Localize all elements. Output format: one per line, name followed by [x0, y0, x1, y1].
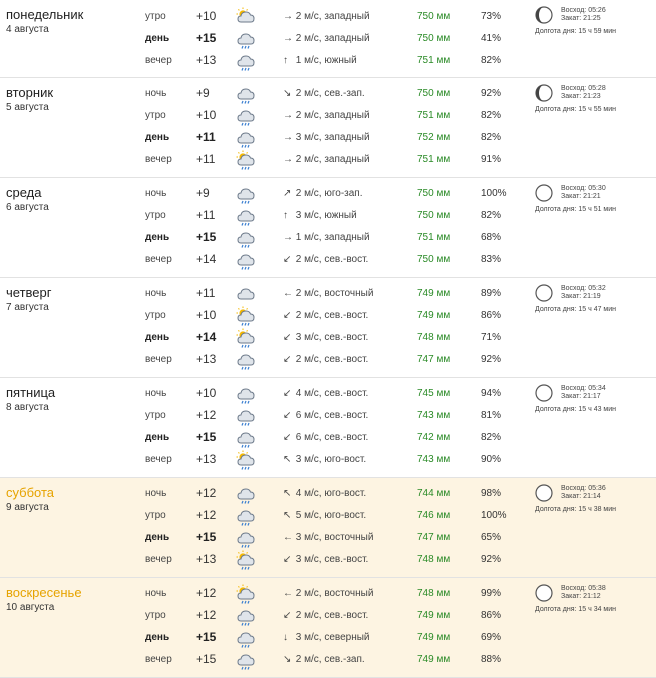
temperature: +12 [196, 508, 217, 522]
wind-text: 2 м/с, сев.-вост. [295, 310, 369, 321]
pressure: 751 мм [417, 55, 451, 66]
day-date: 8 августа [6, 402, 49, 413]
temperature: +11 [196, 286, 216, 300]
sunset-time: Закат: 21:14 [561, 493, 601, 500]
wind-text: 1 м/с, западный [295, 232, 370, 243]
wind-text: 2 м/с, сев.-зап. [295, 654, 365, 665]
humidity: 82% [481, 132, 502, 143]
pressure: 747 мм [417, 354, 451, 365]
day-block [0, 478, 656, 578]
day-block [0, 378, 656, 478]
time-of-day: день [145, 632, 170, 643]
pressure: 750 мм [417, 33, 451, 44]
time-of-day: вечер [145, 654, 172, 665]
forecast-row [0, 649, 656, 671]
wind-arrow-icon: ↘ [283, 88, 292, 99]
day-name[interactable]: четверг [6, 285, 52, 300]
wind-text: 3 м/с, западный [295, 132, 370, 143]
moon-phase-icon [535, 284, 553, 302]
wind-info [283, 11, 370, 22]
time-of-day: утро [145, 210, 166, 221]
wind-info [283, 154, 370, 165]
wind-arrow-icon: → [283, 33, 293, 44]
temperature: +12 [196, 486, 217, 500]
wind-arrow-icon: ← [283, 588, 293, 599]
day-name[interactable]: суббота [6, 485, 55, 500]
wind-info [283, 288, 373, 299]
time-of-day: утро [145, 510, 166, 521]
forecast-row [0, 249, 656, 271]
wind-info [283, 132, 370, 143]
time-of-day: ночь [145, 488, 167, 499]
wind-text: 2 м/с, западный [295, 110, 370, 121]
wind-arrow-icon: ↙ [283, 254, 292, 265]
day-length: Долгота дня: 15 ч 51 мин [535, 206, 617, 213]
temperature: +11 [196, 152, 216, 166]
humidity: 92% [481, 554, 502, 565]
humidity: 89% [481, 288, 502, 299]
humidity: 82% [481, 432, 502, 443]
time-of-day: день [145, 432, 170, 443]
forecast-row [0, 583, 656, 605]
partly-cloudy-rain-icon [236, 584, 256, 604]
humidity: 98% [481, 488, 502, 499]
humidity: 86% [481, 610, 502, 621]
wind-arrow-icon: ↙ [283, 554, 292, 565]
wind-arrow-icon: ↙ [283, 388, 292, 399]
humidity: 71% [481, 332, 502, 343]
cloud-rain-icon [236, 628, 256, 648]
time-of-day: утро [145, 11, 166, 22]
moon-phase-icon [535, 384, 553, 402]
temperature: +14 [196, 252, 217, 266]
temperature: +10 [196, 108, 217, 122]
sunset-time: Закат: 21:21 [561, 193, 601, 200]
wind-arrow-icon: ↙ [283, 332, 292, 343]
sunrise-time: Восход: 05:30 [561, 185, 606, 192]
cloud-rain-icon [236, 29, 256, 49]
pressure: 744 мм [417, 488, 451, 499]
pressure: 749 мм [417, 610, 451, 621]
day-date: 6 августа [6, 202, 49, 213]
wind-arrow-icon: ↖ [283, 510, 292, 521]
pressure: 751 мм [417, 154, 451, 165]
wind-arrow-icon: ↑ [283, 210, 288, 221]
forecast-row [0, 383, 656, 405]
wind-text: 5 м/с, юго-вост. [295, 510, 367, 521]
forecast-row [0, 483, 656, 505]
sunset-time: Закат: 21:12 [561, 593, 601, 600]
humidity: 92% [481, 88, 502, 99]
wind-info [283, 88, 365, 99]
day-date: 9 августа [6, 502, 49, 513]
cloud-rain-icon [236, 428, 256, 448]
humidity: 88% [481, 654, 502, 665]
temperature: +15 [196, 530, 217, 544]
forecast-row [0, 627, 656, 649]
wind-info [283, 254, 368, 265]
wind-info [283, 410, 368, 421]
wind-info [283, 432, 368, 443]
time-of-day: ночь [145, 188, 167, 199]
time-of-day: ночь [145, 388, 167, 399]
humidity: 91% [481, 154, 502, 165]
sunset-time: Закат: 21:23 [561, 93, 601, 100]
pressure: 748 мм [417, 332, 451, 343]
cloud-rain-icon [236, 51, 256, 71]
temperature: +10 [196, 308, 217, 322]
sunset-time: Закат: 21:25 [561, 15, 601, 22]
wind-arrow-icon: ↙ [283, 432, 292, 443]
time-of-day: вечер [145, 454, 172, 465]
temperature: +13 [196, 452, 217, 466]
temperature: +12 [196, 586, 217, 600]
time-of-day: ночь [145, 88, 167, 99]
wind-info [283, 55, 357, 66]
wind-text: 2 м/с, восточный [295, 288, 374, 299]
time-of-day: утро [145, 110, 166, 121]
wind-arrow-icon: ↘ [283, 654, 292, 665]
wind-arrow-icon: ↗ [283, 188, 292, 199]
sunrise-time: Восход: 05:32 [561, 285, 606, 292]
partly-cloudy-rain-icon [236, 306, 256, 326]
wind-text: 3 м/с, северный [295, 632, 370, 643]
partly-cloudy-rain-icon [236, 150, 256, 170]
day-date: 4 августа [6, 24, 49, 35]
temperature: +15 [196, 652, 217, 666]
time-of-day: ночь [145, 288, 167, 299]
wind-info [283, 33, 370, 44]
time-of-day: вечер [145, 554, 172, 565]
day-block [0, 578, 656, 678]
day-length: Долгота дня: 15 ч 55 мин [535, 106, 617, 113]
temperature: +9 [196, 86, 210, 100]
moon-phase-icon [535, 484, 553, 502]
moon-phase-icon [535, 6, 553, 24]
sunrise-time: Восход: 05:34 [561, 385, 606, 392]
wind-arrow-icon: ↙ [283, 610, 292, 621]
humidity: 100% [481, 188, 507, 199]
temperature: +15 [196, 430, 217, 444]
day-block [0, 278, 656, 378]
wind-info [283, 354, 368, 365]
cloud-rain-icon [236, 184, 256, 204]
humidity: 82% [481, 55, 502, 66]
sunrise-time: Восход: 05:28 [561, 85, 606, 92]
time-of-day: ночь [145, 588, 167, 599]
forecast-row [0, 349, 656, 371]
day-date: 7 августа [6, 302, 49, 313]
forecast-row [0, 183, 656, 205]
partly-cloudy-icon [236, 7, 256, 27]
day-name[interactable]: воскресенье [6, 585, 82, 600]
temperature: +10 [196, 386, 217, 400]
wind-text: 3 м/с, юго-вост. [295, 454, 367, 465]
time-of-day: день [145, 532, 170, 543]
wind-arrow-icon: → [283, 110, 293, 121]
wind-text: 2 м/с, западный [295, 11, 370, 22]
forecast-row [0, 227, 656, 249]
forecast-row [0, 449, 656, 471]
cloud-rain-icon [236, 484, 256, 504]
temperature: +12 [196, 408, 217, 422]
pressure: 749 мм [417, 310, 451, 321]
day-date: 10 августа [6, 602, 55, 613]
humidity: 68% [481, 232, 502, 243]
temperature: +13 [196, 352, 217, 366]
wind-arrow-icon: ↓ [283, 632, 288, 643]
wind-arrow-icon: ↙ [283, 354, 292, 365]
time-of-day: день [145, 332, 170, 343]
forecast-row [0, 50, 656, 72]
time-of-day: утро [145, 410, 166, 421]
pressure: 749 мм [417, 654, 451, 665]
cloud-rain-icon [236, 106, 256, 126]
moon-phase-icon [535, 84, 553, 102]
cloud-rain-icon [236, 350, 256, 370]
pressure: 750 мм [417, 11, 451, 22]
pressure: 745 мм [417, 388, 451, 399]
wind-info [283, 110, 370, 121]
wind-text: 2 м/с, сев.-вост. [295, 354, 369, 365]
day-name[interactable]: среда [6, 185, 42, 200]
cloud-rain-icon [236, 528, 256, 548]
temperature: +13 [196, 53, 217, 67]
pressure: 751 мм [417, 110, 451, 121]
time-of-day: утро [145, 610, 166, 621]
day-name[interactable]: вторник [6, 85, 54, 100]
wind-info [283, 232, 370, 243]
wind-text: 3 м/с, южный [295, 210, 357, 221]
pressure: 743 мм [417, 410, 451, 421]
cloud-rain-icon [236, 606, 256, 626]
humidity: 90% [481, 454, 502, 465]
sunrise-time: Восход: 05:38 [561, 585, 606, 592]
time-of-day: вечер [145, 154, 172, 165]
humidity: 81% [481, 410, 502, 421]
forecast-row [0, 6, 656, 28]
day-block [0, 0, 656, 78]
temperature: +11 [196, 130, 216, 144]
wind-text: 4 м/с, сев.-вост. [295, 388, 369, 399]
cloud-rain-icon [236, 128, 256, 148]
temperature: +13 [196, 552, 217, 566]
day-length: Долгота дня: 15 ч 38 мин [535, 506, 617, 513]
pressure: 748 мм [417, 554, 451, 565]
humidity: 94% [481, 388, 502, 399]
day-length: Долгота дня: 15 ч 59 мин [535, 28, 617, 35]
day-length: Долгота дня: 15 ч 47 мин [535, 306, 617, 313]
cloud-rain-icon [236, 250, 256, 270]
wind-info [283, 532, 373, 543]
humidity: 100% [481, 510, 507, 521]
wind-info [283, 654, 365, 665]
humidity: 41% [481, 33, 502, 44]
wind-text: 2 м/с, западный [295, 33, 370, 44]
time-of-day: день [145, 232, 170, 243]
day-name[interactable]: пятница [6, 385, 56, 400]
pressure: 750 мм [417, 210, 451, 221]
cloud-rain-icon [236, 506, 256, 526]
pressure: 750 мм [417, 188, 451, 199]
temperature: +15 [196, 230, 217, 244]
wind-info [283, 588, 373, 599]
wind-arrow-icon: → [283, 11, 293, 22]
temperature: +11 [196, 208, 216, 222]
pressure: 751 мм [417, 232, 451, 243]
sunset-time: Закат: 21:19 [561, 293, 601, 300]
wind-text: 3 м/с, восточный [295, 532, 374, 543]
sunset-time: Закат: 21:17 [561, 393, 601, 400]
wind-info [283, 454, 366, 465]
forecast-row [0, 83, 656, 105]
temperature: +15 [196, 630, 217, 644]
forecast-row [0, 427, 656, 449]
wind-arrow-icon: ↙ [283, 410, 292, 421]
partly-cloudy-rain-icon [236, 328, 256, 348]
temperature: +12 [196, 608, 217, 622]
humidity: 92% [481, 354, 502, 365]
day-block [0, 78, 656, 178]
time-of-day: вечер [145, 354, 172, 365]
humidity: 82% [481, 110, 502, 121]
wind-info [283, 632, 370, 643]
pressure: 750 мм [417, 88, 451, 99]
pressure: 747 мм [417, 532, 451, 543]
sunrise-time: Восход: 05:26 [561, 7, 606, 14]
temperature: +14 [196, 330, 217, 344]
humidity: 73% [481, 11, 502, 22]
cloud-icon [236, 284, 256, 304]
humidity: 82% [481, 210, 502, 221]
wind-text: 6 м/с, сев.-вост. [295, 432, 369, 443]
wind-text: 2 м/с, сев.-зап. [295, 88, 365, 99]
humidity: 86% [481, 310, 502, 321]
wind-arrow-icon: → [283, 132, 293, 143]
pressure: 752 мм [417, 132, 451, 143]
wind-arrow-icon: → [283, 232, 293, 243]
pressure: 749 мм [417, 632, 451, 643]
wind-text: 4 м/с, юго-вост. [295, 488, 367, 499]
wind-info [283, 388, 368, 399]
wind-text: 3 м/с, сев.-вост. [295, 332, 369, 343]
time-of-day: вечер [145, 254, 172, 265]
forecast-row [0, 549, 656, 571]
humidity: 99% [481, 588, 502, 599]
day-length: Долгота дня: 15 ч 43 мин [535, 406, 617, 413]
sunrise-time: Восход: 05:36 [561, 485, 606, 492]
wind-text: 2 м/с, сев.-вост. [295, 254, 369, 265]
cloud-rain-icon [236, 228, 256, 248]
wind-arrow-icon: ↖ [283, 454, 292, 465]
wind-text: 6 м/с, сев.-вост. [295, 410, 369, 421]
forecast-row [0, 283, 656, 305]
pressure: 749 мм [417, 288, 451, 299]
wind-info [283, 554, 368, 565]
wind-info [283, 610, 368, 621]
wind-arrow-icon: ↑ [283, 55, 288, 66]
cloud-rain-icon [236, 406, 256, 426]
forecast-row [0, 149, 656, 171]
cloud-rain-icon [236, 84, 256, 104]
time-of-day: утро [145, 310, 166, 321]
pressure: 746 мм [417, 510, 451, 521]
pressure: 743 мм [417, 454, 451, 465]
moon-phase-icon [535, 584, 553, 602]
moon-phase-icon [535, 184, 553, 202]
time-of-day: вечер [145, 55, 172, 66]
pressure: 748 мм [417, 588, 451, 599]
wind-arrow-icon: ← [283, 532, 293, 543]
forecast-row [0, 127, 656, 149]
wind-text: 2 м/с, сев.-вост. [295, 610, 369, 621]
time-of-day: день [145, 33, 170, 44]
humidity: 65% [481, 532, 502, 543]
wind-text: 2 м/с, западный [295, 154, 370, 165]
humidity: 69% [481, 632, 502, 643]
wind-info [283, 510, 366, 521]
cloud-rain-icon [236, 650, 256, 670]
cloud-rain-icon [236, 206, 256, 226]
humidity: 83% [481, 254, 502, 265]
day-name[interactable]: понедельник [6, 7, 84, 22]
wind-info [283, 332, 368, 343]
pressure: 742 мм [417, 432, 451, 443]
day-block [0, 178, 656, 278]
wind-text: 1 м/с, южный [295, 55, 357, 66]
wind-info [283, 310, 368, 321]
wind-arrow-icon: ← [283, 288, 293, 299]
wind-arrow-icon: → [283, 154, 293, 165]
cloud-rain-icon [236, 384, 256, 404]
wind-text: 3 м/с, сев.-вост. [295, 554, 369, 565]
wind-text: 2 м/с, восточный [295, 588, 374, 599]
wind-info [283, 188, 363, 199]
day-length: Долгота дня: 15 ч 34 мин [535, 606, 617, 613]
wind-info [283, 488, 366, 499]
forecast-row [0, 327, 656, 349]
wind-arrow-icon: ↖ [283, 488, 292, 499]
temperature: +9 [196, 186, 210, 200]
partly-cloudy-rain-icon [236, 450, 256, 470]
wind-text: 2 м/с, юго-зап. [295, 188, 363, 199]
day-date: 5 августа [6, 102, 49, 113]
wind-arrow-icon: ↙ [283, 310, 292, 321]
forecast-row [0, 527, 656, 549]
temperature: +15 [196, 31, 217, 45]
partly-cloudy-rain-icon [236, 550, 256, 570]
pressure: 750 мм [417, 254, 451, 265]
time-of-day: день [145, 132, 170, 143]
wind-info [283, 210, 357, 221]
temperature: +10 [196, 9, 217, 23]
